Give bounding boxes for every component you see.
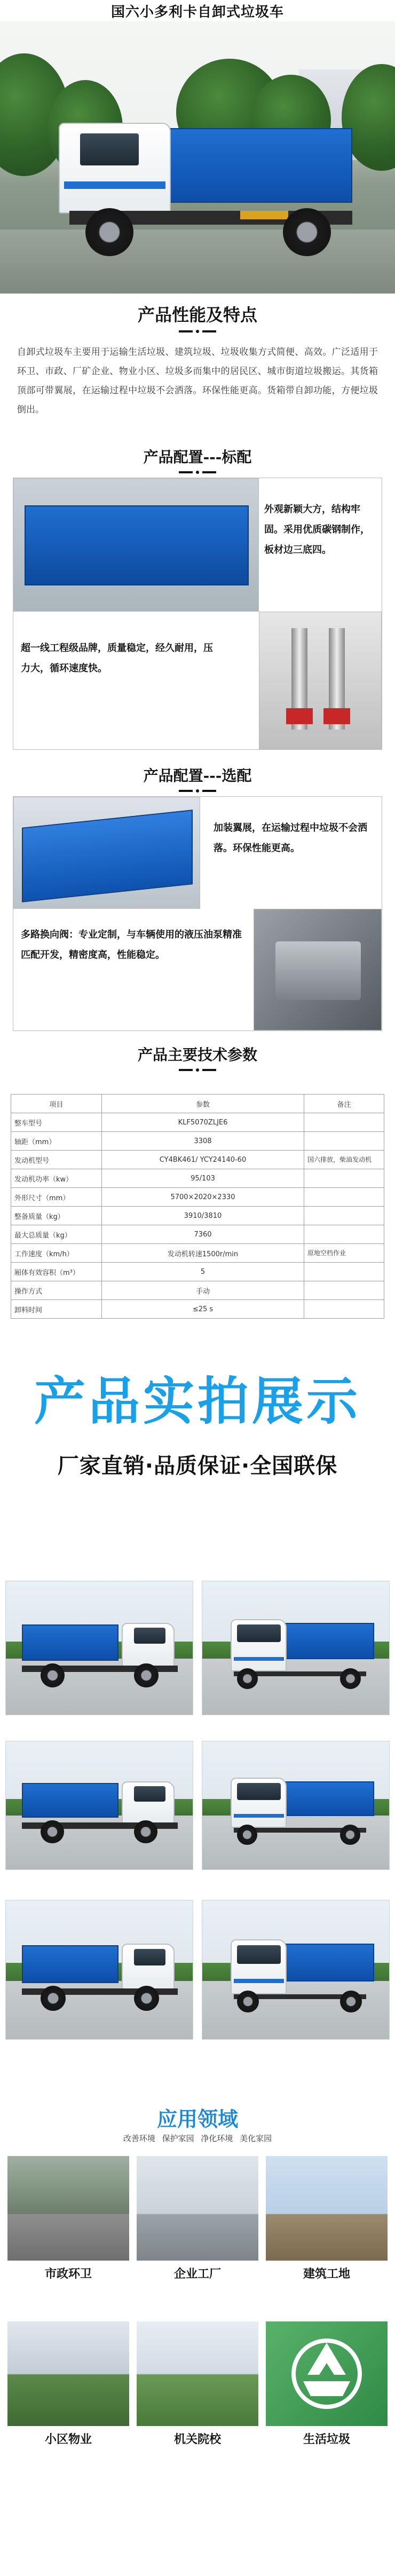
table-row <box>11 1207 384 1225</box>
table-cell <box>304 1169 384 1188</box>
table-cell: 7360 <box>102 1225 304 1244</box>
table-row <box>11 1263 384 1281</box>
table-row <box>11 1188 384 1207</box>
truck-photo <box>202 1900 390 2040</box>
table-cell: 轴距（mm） <box>11 1132 102 1151</box>
table-cell: 3910/3810 <box>102 1207 304 1225</box>
params-table <box>11 1094 384 1319</box>
application-tile-label: 市政环卫 <box>44 2268 92 2281</box>
table-cell <box>304 1263 384 1281</box>
table-cell: 发动机型号 <box>11 1151 102 1169</box>
table-cell <box>304 1113 384 1132</box>
application-tile-label: 建筑工地 <box>303 2268 350 2281</box>
table-cell: 卸料时间 <box>11 1300 102 1319</box>
table-cell: 95/103 <box>102 1169 304 1188</box>
title-decoration <box>0 471 395 474</box>
standard-photo-1 <box>13 478 259 612</box>
title-decoration <box>0 330 395 333</box>
features-text: 自卸式垃圾车主要用于运输生活垃圾、建筑垃圾、垃圾收集方式简便、高效。广泛适用于环卫、市政、厂矿企业、物业小区、垃圾多而集中的居民区、城市街道垃圾搬运。其货箱顶部可带翼展，在运输过程中垃圾不会洒落。环保性能更高。货箱带自卸功能，方便垃圾倒出。 <box>17 347 378 415</box>
table-row <box>11 1225 384 1244</box>
standard-item-2-text: 超一线工程级品牌，质量稳定，经久耐用，压力大，循环速度快。 <box>21 643 213 674</box>
table-cell: 3308 <box>102 1132 304 1151</box>
optional-config-heading <box>0 764 395 792</box>
table-row <box>11 1132 384 1151</box>
table-cell: 最大总质量（kg） <box>11 1225 102 1244</box>
table-cell <box>304 1300 384 1319</box>
optional-config-box <box>13 796 382 1031</box>
table-header-row <box>11 1095 384 1113</box>
standard-config-title: 产品配置---标配 <box>143 448 252 466</box>
table-cell: 厢体有效容积（m³） <box>11 1263 102 1281</box>
truck-photo <box>202 1581 390 1715</box>
table-row <box>11 1151 384 1169</box>
table-header-cell: 项目 <box>11 1095 102 1113</box>
standard-item-1-text: 外观新颖大方，结构牢固。采用优质碳钢制作，板材边三底四。 <box>264 504 370 556</box>
table-header-cell: 备注 <box>304 1095 384 1113</box>
optional-photo-2 <box>254 909 382 1031</box>
table-cell: 整车型号 <box>11 1113 102 1132</box>
cargo-box <box>165 128 352 203</box>
standard-photo-2 <box>259 612 382 749</box>
table-row <box>11 1113 384 1132</box>
truck-photo <box>5 1741 193 1870</box>
table-cell: 手动 <box>102 1281 304 1300</box>
standard-config-heading <box>0 446 395 474</box>
truck-photo <box>5 1581 193 1715</box>
title-decoration <box>0 790 395 792</box>
application-tile-photo <box>266 2156 388 2261</box>
dump-truck-graphic <box>59 101 358 272</box>
table-cell <box>304 1281 384 1300</box>
truck-window <box>80 133 139 165</box>
truck-photo <box>202 1741 390 1870</box>
multiway-valve <box>275 941 361 1000</box>
application-tile-photo <box>137 2156 258 2261</box>
table-row <box>11 1169 384 1188</box>
table-row <box>11 1281 384 1300</box>
optional-config-title: 产品配置---选配 <box>143 767 252 784</box>
table-cell: CY4BK461/ YCY24140-60 <box>102 1151 304 1169</box>
table-row <box>11 1300 384 1319</box>
title-decoration <box>0 1069 395 1072</box>
wing-cargo-box <box>22 810 193 902</box>
optional-photo-1 <box>13 797 200 909</box>
table-cell <box>304 1207 384 1225</box>
table-cell: 5700×2020×2330 <box>102 1188 304 1207</box>
application-tile-label: 机关院校 <box>173 2433 221 2446</box>
params-title: 产品主要技术参数 <box>137 1046 257 1064</box>
params-table-body <box>11 1113 384 1319</box>
truck-photo <box>5 1900 193 2040</box>
page-title: 国六小多利卡自卸式垃圾车 <box>110 4 284 20</box>
table-cell: 工作速度（km/h） <box>11 1244 102 1263</box>
table-cell: 国六排放，柴油发动机 <box>304 1151 384 1169</box>
table-cell: 整备质量（kg） <box>11 1207 102 1225</box>
table-cell <box>304 1132 384 1151</box>
page-header <box>0 0 395 21</box>
wheel <box>283 208 331 256</box>
application-tile-label: 生活垃圾 <box>303 2433 350 2446</box>
cylinder-base <box>323 708 350 724</box>
table-cell: 原地空档作业 <box>304 1244 384 1263</box>
dump-truck-graphic <box>218 1615 374 1695</box>
application-tile-label: 企业工厂 <box>173 2268 221 2281</box>
features-section <box>0 302 395 419</box>
application-tile-label: 小区物业 <box>44 2433 92 2446</box>
cab-stripe <box>64 181 165 189</box>
params-heading <box>0 1043 395 1072</box>
optional-item-1-text: 加装翼展，在运输过程中垃圾不会洒落。环保性能更高。 <box>214 822 367 854</box>
table-cell <box>304 1225 384 1244</box>
dump-truck-graphic <box>22 1774 178 1851</box>
application-tile-photo <box>7 2321 129 2426</box>
dump-truck-graphic <box>22 1936 178 2019</box>
application-tile-photo <box>266 2321 388 2426</box>
hero-truck-photo <box>0 21 395 294</box>
table-cell: KLF5070ZLJE6 <box>102 1113 304 1132</box>
applications-subtitle: 改善环境 保护家园 净化环境 美化家园 <box>123 2134 272 2143</box>
table-cell <box>304 1188 384 1207</box>
table-cell: ≤25 s <box>102 1300 304 1319</box>
dump-truck-graphic <box>218 1774 374 1851</box>
application-tile-photo <box>7 2156 129 2261</box>
table-cell: 发动机转速1500r/min <box>102 1244 304 1263</box>
photos-banner <box>0 1361 395 1479</box>
wheel <box>85 208 133 256</box>
side-guard <box>240 211 288 219</box>
table-header-cell: 参数 <box>102 1095 304 1113</box>
photos-subtitle: 厂家直销·品质保证·全国联保 <box>57 1454 338 1478</box>
table-cell: 外形尺寸（mm） <box>11 1188 102 1207</box>
table-row <box>11 1244 384 1263</box>
application-tile-photo <box>137 2321 258 2426</box>
recycle-icon <box>266 2321 388 2426</box>
table-cell: 操作方式 <box>11 1281 102 1300</box>
optional-item-2-text: 多路换向阀：专业定制，与车辆使用的液压油泵精准匹配开发，精密度高，性能稳定。 <box>21 929 242 961</box>
table-cell: 5 <box>102 1263 304 1281</box>
dump-truck-graphic <box>218 1936 374 2019</box>
dump-truck-graphic <box>22 1615 178 1695</box>
cylinder-base <box>286 708 313 724</box>
blue-cargo-box <box>25 505 249 585</box>
photos-title: 产品实拍展示 <box>34 1372 361 1431</box>
table-cell: 发动机功率（kw） <box>11 1169 102 1188</box>
standard-config-box <box>13 478 382 750</box>
applications-title: 应用领域 <box>156 2107 238 2131</box>
features-title: 产品性能及特点 <box>137 305 257 325</box>
